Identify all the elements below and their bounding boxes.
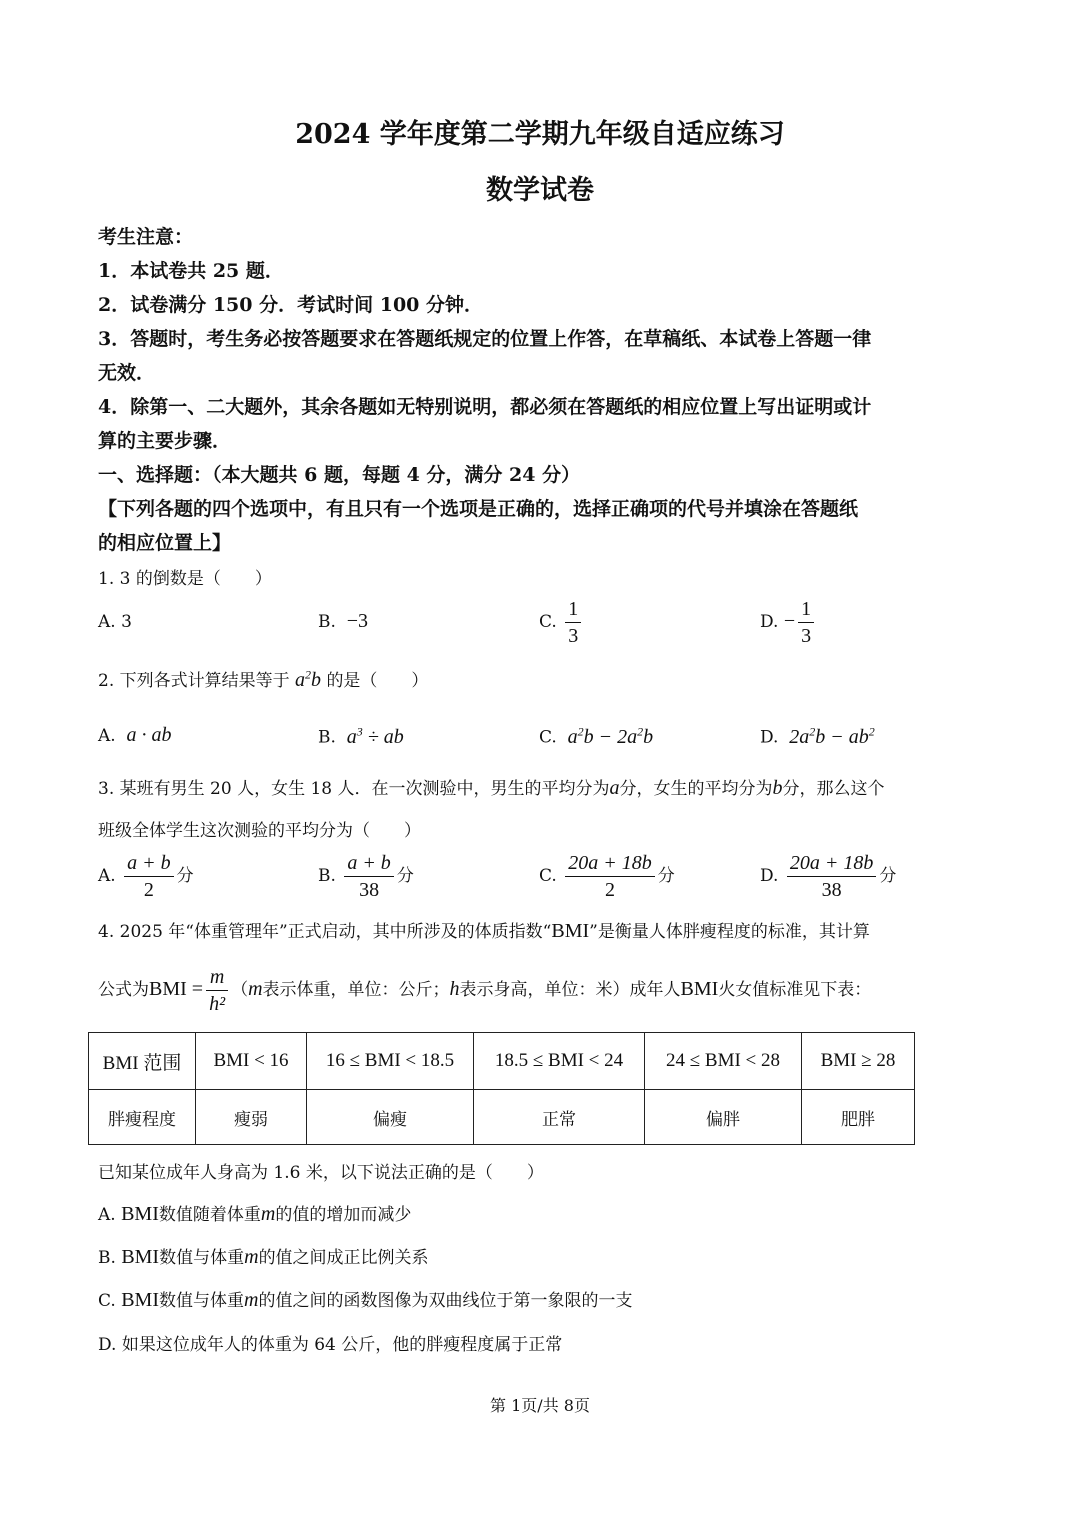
bmi-cell: BMI 范围 [89,1033,196,1090]
q3-option-a: A. $\frac{a + b}{2}$ 分 [98,852,194,901]
q2-stem: 2. 下列各式计算结果等于 $a^2b$ 的是（ ） [98,667,429,691]
q2-option-d: D. $2a^2b - ab^2$ [760,724,875,748]
bmi-cell: 24 ≤ BMI < 28 [645,1033,802,1090]
bmi-cell: 瘦弱 [196,1090,307,1145]
bmi-formula-fraction: $\frac{m}{\text{h²}}$ [206,964,228,1017]
bmi-table-row-range [89,1033,915,1090]
q4-option-b: B. BMI数值与体重m的值之间成正比例关系 [98,1246,429,1268]
q1-option-c: C. $\frac{1}{3}$ [539,596,584,649]
exam-subtitle: 数学试卷 [486,175,594,206]
q4-formula-line: 公式为BMI = $\frac{m}{\text{h²}}$ （m表示体重，单位：公斤；h表示身高，单位：米）成年人BMI火女值标准见下表： [98,966,872,1015]
q2-option-a: A. a · ab [98,724,172,746]
notice-3b: 无效． [98,362,156,384]
notice-2: 2．试卷满分 150 分．考试时间 100 分钟． [98,294,484,316]
notice-1: 1．本试卷共 25 题． [98,260,284,282]
q4-stem-line1: 4. 2025 年“体重管理年”正式启动，其中所涉及的体质指数“BMI”是衡量人体胖瘦程度的标准，其计算 [98,920,870,942]
section-heading: 一、选择题：（本大题共 6 题，每题 4 分，满分 24 分） [98,464,581,486]
notice-heading: 考生注意： [98,226,194,248]
bmi-cell: 偏瘦 [307,1090,474,1145]
q2-option-b: B. $a^3$ ÷ ab [318,724,404,748]
q3-stem-line1: 3. 某班有男生 20 人，女生 18 人．在一次测验中，男生的平均分为a分，女生的平均分为b分，那么这个 [98,777,885,799]
q1-option-a: A. 3 [98,612,132,632]
bmi-cell: BMI < 16 [196,1033,307,1090]
q1-option-b: B. −3 [318,610,368,632]
bmi-cell: 偏胖 [645,1090,802,1145]
bmi-cell: 肥胖 [802,1090,915,1145]
bmi-cell: 18.5 ≤ BMI < 24 [474,1033,645,1090]
bmi-table [88,1032,915,1145]
q3-option-c: C. $\frac{20a + 18b}{2}$ 分 [539,852,675,901]
bmi-table-row-level [89,1090,915,1145]
notice-4b: 算的主要步骤． [98,430,232,452]
q3-option-d: D. $\frac{20a + 18b}{38}$ 分 [760,852,897,901]
q4-question: 已知某位成年人身高为 1.6 米，以下说法正确的是（ ） [98,1163,544,1183]
section-instruction-a: 【下列各题的四个选项中，有且只有一个选项是正确的，选择正确项的代号并填涂在答题纸 [98,498,859,520]
section-instruction-b: 的相应位置上】 [98,532,232,554]
bmi-cell: 16 ≤ BMI < 18.5 [307,1033,474,1090]
bmi-cell: 胖瘦程度 [89,1090,196,1145]
q1-option-d: D. − $\frac{1}{3}$ [760,596,817,649]
exam-title: 2024 学年度第二学期九年级自适应练习 [295,119,785,150]
q4-option-a: A. BMI数值随着体重m的值的增加而减少 [98,1203,412,1225]
q1-stem: 1. 3 的倒数是（ ） [98,569,272,589]
q1-d-fraction: $\frac{1}{3}$ [798,596,814,649]
bmi-cell: BMI ≥ 28 [802,1033,915,1090]
page-number: 第 1页/共 8页 [490,1396,590,1415]
notice-4a: 4．除第一、二大题外，其余各题如无特别说明，都必须在答题纸的相应位置上写出证明或计 [98,396,872,418]
q1-c-fraction: $\frac{1}{3}$ [565,596,581,649]
q3-option-b: B. $\frac{a + b}{38}$ 分 [318,852,414,901]
bmi-cell: 正常 [474,1090,645,1145]
q4-option-c: C. BMI数值与体重m的值之间的函数图像为双曲线位于第一象限的一支 [98,1289,633,1311]
q3-stem-line2: 班级全体学生这次测验的平均分为（ ） [98,821,421,841]
q2-option-c: C. $a^2b - 2a^2b$ [539,724,654,748]
notice-3a: 3．答题时，考生务必按答题要求在答题纸规定的位置上作答，在草稿纸、本试卷上答题一律 [98,328,872,350]
q4-option-d: D. 如果这位成年人的体重为 64 公斤，他的胖瘦程度属于正常 [98,1335,563,1355]
